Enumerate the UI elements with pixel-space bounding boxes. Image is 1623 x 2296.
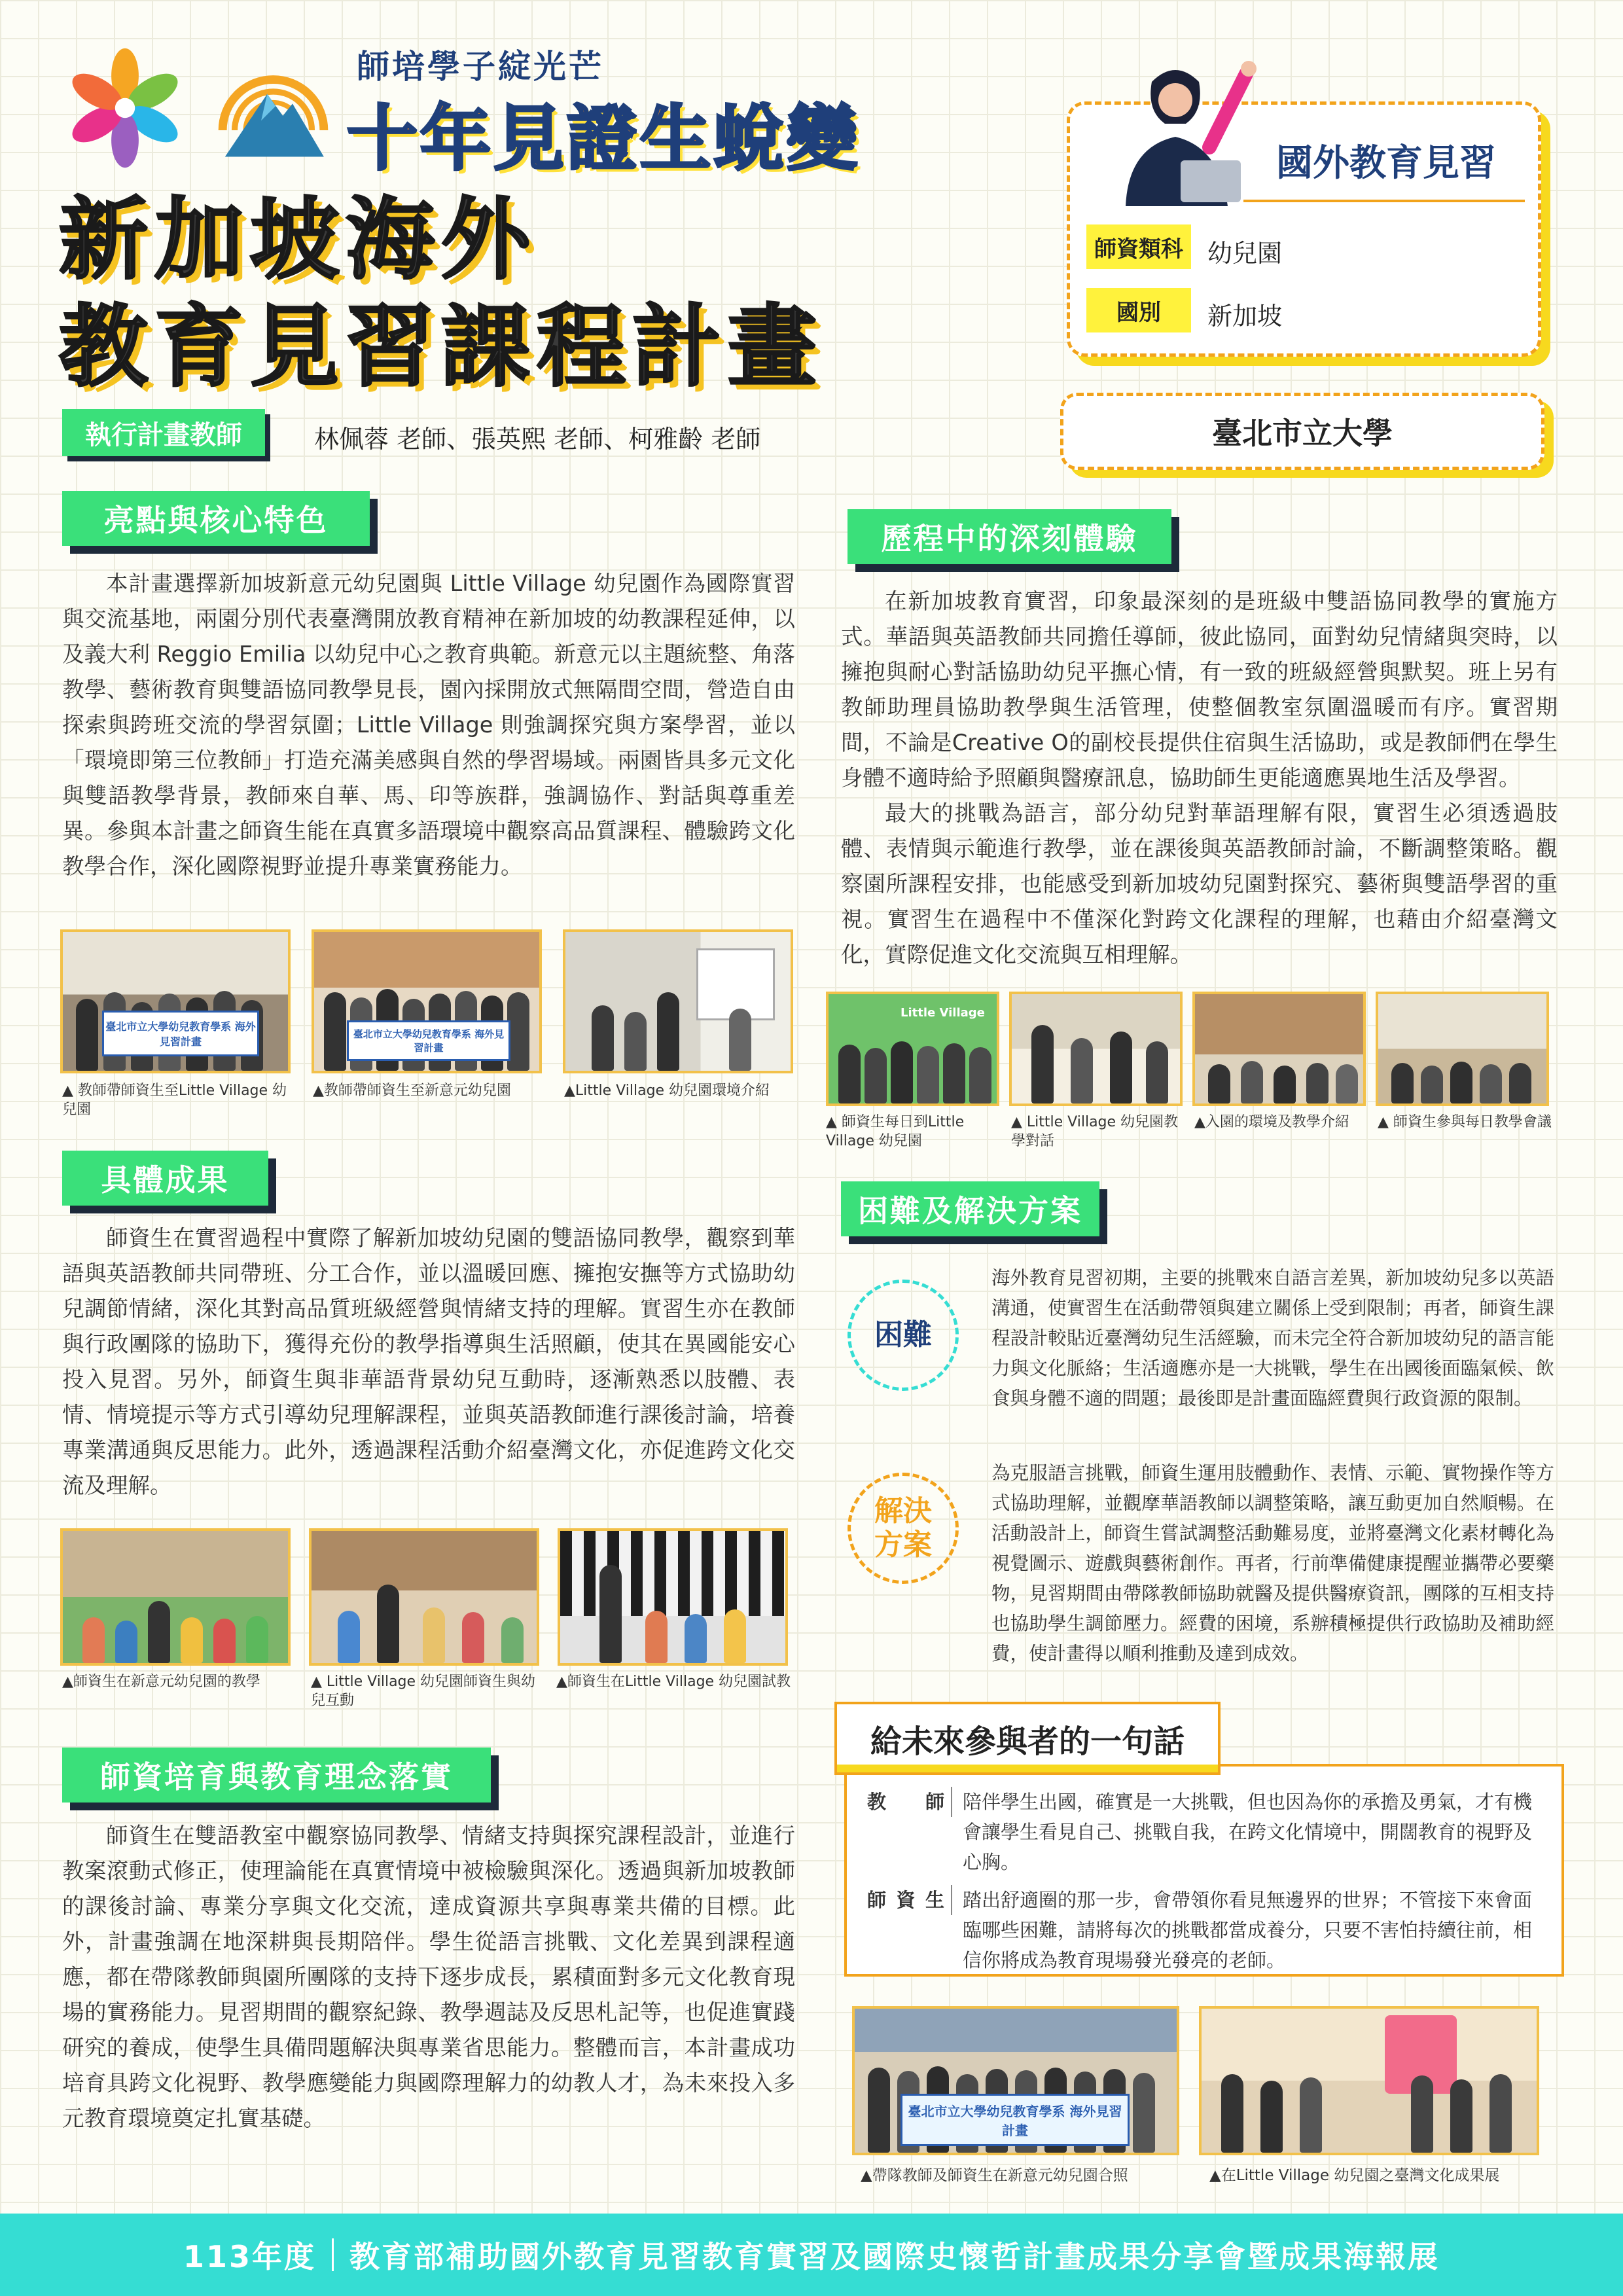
photo-experience-1: [826, 992, 999, 1106]
footer-year: 113年度: [183, 2239, 317, 2274]
university-box: 臺北市立大學: [1060, 393, 1544, 470]
photo-group-1: [852, 2006, 1179, 2155]
photo-banner: 臺北市立大學幼兒教育學系 海外見習計畫: [901, 2094, 1130, 2146]
words-item-student: [867, 1885, 1548, 1975]
caption-highlight-1: ▲ 教師帶師資生至Little Village 幼兒園: [62, 1083, 287, 1118]
card-title: 國外教育見習: [1276, 142, 1496, 185]
words-text: 踏出舒適圈的那一步，會帶領你看見無邊界的世界；不管接下來會面臨哪些困難，請將每次的挑戰都當成養分，只要不害怕持續往前，相信你將成為教育現場發光發亮的老師。: [963, 1889, 1533, 1971]
footer-text: 教育部補助國外教育見習教育實習及國際史懷哲計畫成果分享會暨成果海報展: [349, 2239, 1440, 2274]
words-text: 陪伴學生出國，確實是一大挑戰，但也因為你的承擔及勇氣，才有機會讓學生看見自己、挑戰自我，在跨文化情境中，開闊教育的視野及心胸。: [963, 1791, 1533, 1873]
teacher-pointing-icon: [1073, 56, 1270, 206]
solution-badge-line2: 方案: [874, 1528, 932, 1562]
photo-highlight-3: [563, 929, 793, 1073]
difficulty-text: 海外教育見習初期，主要的挑戰來自語言差異，新加坡幼兒多以英語溝通，使實習生在活動帶領與建立關係上受到限制；再者，師資生課程設計較貼近臺灣幼兒生活經驗，而未完全符合新加坡幼兒的語言能力與文化脈絡；生活適應亦是一大挑戰，學生在出國後面臨氣候、飲食與身體不適的問題；最後即是計畫面臨經費與行政資源的限制。: [991, 1267, 1554, 1409]
series-subtitle: 師培學子綻光芒: [357, 48, 604, 86]
section-heading-words: 給未來參與者的一句話: [834, 1702, 1221, 1775]
section-heading-difficulty: 困難及解決方案: [841, 1181, 1099, 1236]
words-list: [867, 1787, 1548, 1975]
words-role: 師資生: [867, 1885, 952, 1915]
caption-group-1: ▲帶隊教師及師資生在新意元幼兒園合照: [861, 2167, 1128, 2184]
training-text: 師資生在雙語教室中觀察協同教學、情緒支持與探究課程設計，並進行教案滾動式修正，使理論能在真實情境中被檢驗與深化。透過與新加坡教師的課後討論、專業分享與文化交流，達成資源共享與專業共備的目標。此外，計畫強調在地深耕與長期陪伴。學生從語言挑戰、文化差異到課程適應，都在帶隊教師與園所團隊的支持下逐步成長，累積面對多元文化教育現場的實務能力。見習期間的觀察紀錄、教學週誌及反思札記等，也促進實踐研究的養成，使學生具備問題解決與專業省思能力。整體而言，本計畫成功培育具跨文化視野、教學應變能力與國際理解力的幼教人才，為未來投入多元教育環境奠定扎實基礎。: [62, 1823, 795, 2131]
photo-result-3: [558, 1528, 788, 1666]
words-role: 教師: [867, 1787, 952, 1817]
difficulty-badge: 困難: [847, 1280, 959, 1391]
photo-banner: 臺北市立大學幼兒教育學系 海外見習計畫: [102, 1011, 259, 1056]
caption-experience-2: ▲ Little Village 幼兒園教學對話: [1011, 1114, 1179, 1149]
exec-teacher-names: 林佩蓉 老師、張英熙 老師、柯雅齡 老師: [314, 425, 761, 454]
footer-bar: [0, 2214, 1623, 2296]
photo-highlight-1: [60, 929, 291, 1073]
card-divider: [1243, 200, 1525, 202]
results-text: 師資生在實習過程中實際了解新加坡幼兒園的雙語協同教學，觀察到華語與英語教師共同帶班、分工合作，並以溫暖回應、擁抱安撫等方式協助幼兒調節情緒，深化其對高品質班級經營與情緒支持的理解。實習生亦在教師與行政團隊的協助下，獲得充份的教學指導與生活照顧，使其在異國能安心投入見習。另外，師資生與非華語背景幼兒互動時，逐漸熟悉以肢體、表情、情境提示等方式引導幼兒理解課程，並與英語教師進行課後討論，培養專業溝通與反思能力。此外，透過課程活動介紹臺灣文化，亦促進跨文化交流及理解。: [62, 1225, 795, 1498]
page-title-line2: 教育見習課程計畫: [59, 296, 823, 399]
caption-experience-4: ▲ 師資生參與每日教學會議: [1378, 1114, 1552, 1130]
solution-text: 為克服語言挑戰，師資生運用肢體動作、表情、示範、實物操作等方式協助理解，並觀摩華語教師以調整策略，讓互動更加自然順暢。在活動設計上，師資生嘗試調整活動難易度，並將臺灣文化素材轉化為視覺圖示、遊戲與藝術創作。再者，行前準備健康提醒並攜帶必要藥物，見習期間由帶隊教師協助就醫及提供醫療資訊，團隊的互相支持也協助學生調節壓力。經費的困境，系辦積極提供行政協助及補助經費，使計畫得以順利推動及達到成效。: [991, 1462, 1554, 1664]
solution-badge: [847, 1473, 959, 1584]
experience-text: 在新加坡教育實習，印象最深刻的是班級中雙語協同教學的實施方式。華語與英語教師共同擔任導師，彼此協同，面對幼兒情緒與突時，以擁抱與耐心對話協助幼兒平撫心情，有一致的班級經營與默契。班上另有教師助理員協助教學與生活管理，使整個教室氛圍溫暖而有序。實習期間，不論是Creative O的副校長提供住宿與生活協助，或是教師們在學生身體不適時給予照顧與醫療訊息，協助師生更能適應異地生活及學習。 最大的挑戰為語言，部分幼兒對華語理解有限，實習生必須透過肢體、表情與示範進行教學，並在課後與英語教師討論，不斷調整策略。觀察園所課程安排，也能感受到新加坡幼兒園對探究、藝術與雙語學習的重視。實習生在過程中不僅深化對跨文化課程的理解，也藉由介紹臺灣文化，實際促進文化交流與互相理解。: [841, 588, 1558, 967]
photo-highlight-2: [312, 929, 542, 1073]
flower-logo-icon: [63, 46, 187, 170]
sign-text: Little Village: [901, 1006, 985, 1020]
card-label-category: 師資類科: [1086, 224, 1191, 269]
caption-result-2: ▲ Little Village 幼兒園師資生與幼兒互動: [311, 1674, 536, 1709]
words-item-teacher: [867, 1787, 1548, 1877]
page-title: [59, 187, 823, 401]
solution-badge-line1: 解決: [874, 1494, 932, 1528]
caption-highlight-2: ▲教師帶師資生至新意元幼兒園: [313, 1083, 511, 1099]
card-label-country: 國別: [1086, 288, 1191, 332]
section-heading-experience: 歷程中的深刻體驗: [847, 509, 1171, 564]
footer-divider: [332, 2238, 334, 2271]
series-title: 十年見證生蛻變: [347, 98, 861, 180]
photo-result-1: [60, 1528, 291, 1666]
photo-experience-2: [1009, 992, 1183, 1106]
photo-result-2: [309, 1528, 539, 1666]
photo-banner: 臺北市立大學幼兒教育學系 海外見習計畫: [347, 1020, 510, 1061]
section-heading-training: 師資培育與教育理念落實: [62, 1748, 491, 1803]
caption-result-3: ▲師資生在Little Village 幼兒園試教: [556, 1674, 791, 1690]
caption-experience-1: ▲ 師資生每日到Little Village 幼兒園: [826, 1114, 965, 1149]
caption-result-1: ▲師資生在新意元幼兒園的教學: [62, 1674, 260, 1690]
card-value-country: 新加坡: [1207, 302, 1283, 331]
exec-teacher-label: 執行計畫教師: [62, 409, 265, 456]
caption-group-2: ▲在Little Village 幼兒園之臺灣文化成果展: [1209, 2167, 1500, 2184]
caption-highlight-3: ▲Little Village 幼兒園環境介紹: [564, 1083, 770, 1099]
section-heading-highlights: 亮點與核心特色: [62, 491, 370, 546]
photo-experience-3: [1192, 992, 1366, 1106]
caption-experience-3: ▲入園的環境及教學介紹: [1194, 1114, 1349, 1130]
photo-group-2: [1199, 2006, 1539, 2155]
highlights-text: 本計畫選擇新加坡新意元幼兒園與 Little Village 幼兒園作為國際實習與交流基地，兩園分別代表臺灣開放教育精神在新加坡的幼教課程延伸，以及義大利 Reggio Emilia 以幼兒中心之教育典範。新意元以主題統整、角落教學、藝術教育與雙語協同教學見長，園內採開放式無隔間空間，營造自由探索與跨班交流的學習氛圍；Little Village 則強調探究與方案學習，並以「環境即第三位教師」打造充滿美感與自然的學習場域。兩園皆具多元文化與雙語教學背景，教師來自華、馬、印等族群，強調協作、對話與尊重差異。參與本計畫之師資生能在真實多語環境中觀察高品質課程、體驗跨文化教學合作，深化國際視野並提升專業實務能力。: [62, 571, 795, 879]
section-heading-results: 具體成果: [62, 1151, 268, 1206]
page-title-line1: 新加坡海外: [59, 188, 537, 292]
card-value-category: 幼兒園: [1207, 239, 1283, 268]
sun-mountain-logo-icon: [213, 46, 334, 160]
photo-experience-4: [1376, 992, 1549, 1106]
